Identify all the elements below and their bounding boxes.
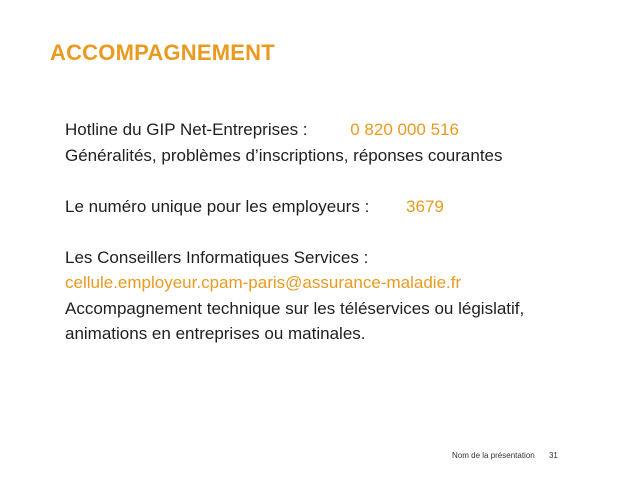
unique-number-label: Le numéro unique pour les employeurs : [65, 196, 370, 216]
cis-label: Les Conseillers Informatiques Services : [65, 247, 369, 267]
spacer [65, 219, 625, 245]
slide-footer [452, 451, 558, 460]
page-number: 31 [548, 451, 558, 460]
cis-description-line-2: animations en entreprises ou matinales. [65, 324, 366, 343]
unique-number: 3679 [406, 196, 444, 216]
hotline-description: Généralités, problèmes d’inscriptions, réponses courantes [65, 145, 503, 165]
hotline-line [65, 117, 625, 143]
hotline-label: Hotline du GIP Net-Entreprises : [65, 120, 308, 139]
slide-title: ACCOMPAGNEMENT [50, 40, 275, 65]
hotline-number: 0 820 000 516 [350, 120, 459, 139]
cis-email-link[interactable]: cellule.employeur.cpam-paris@assurance-maladie.fr [65, 273, 462, 292]
presentation-name: Nom de la présentation [452, 451, 535, 460]
slide-content [65, 117, 625, 347]
unique-number-line [65, 194, 625, 220]
cis-description-line-1: Accompagnement technique sur les téléservices ou législatif, [65, 298, 525, 318]
spacer [65, 168, 625, 194]
